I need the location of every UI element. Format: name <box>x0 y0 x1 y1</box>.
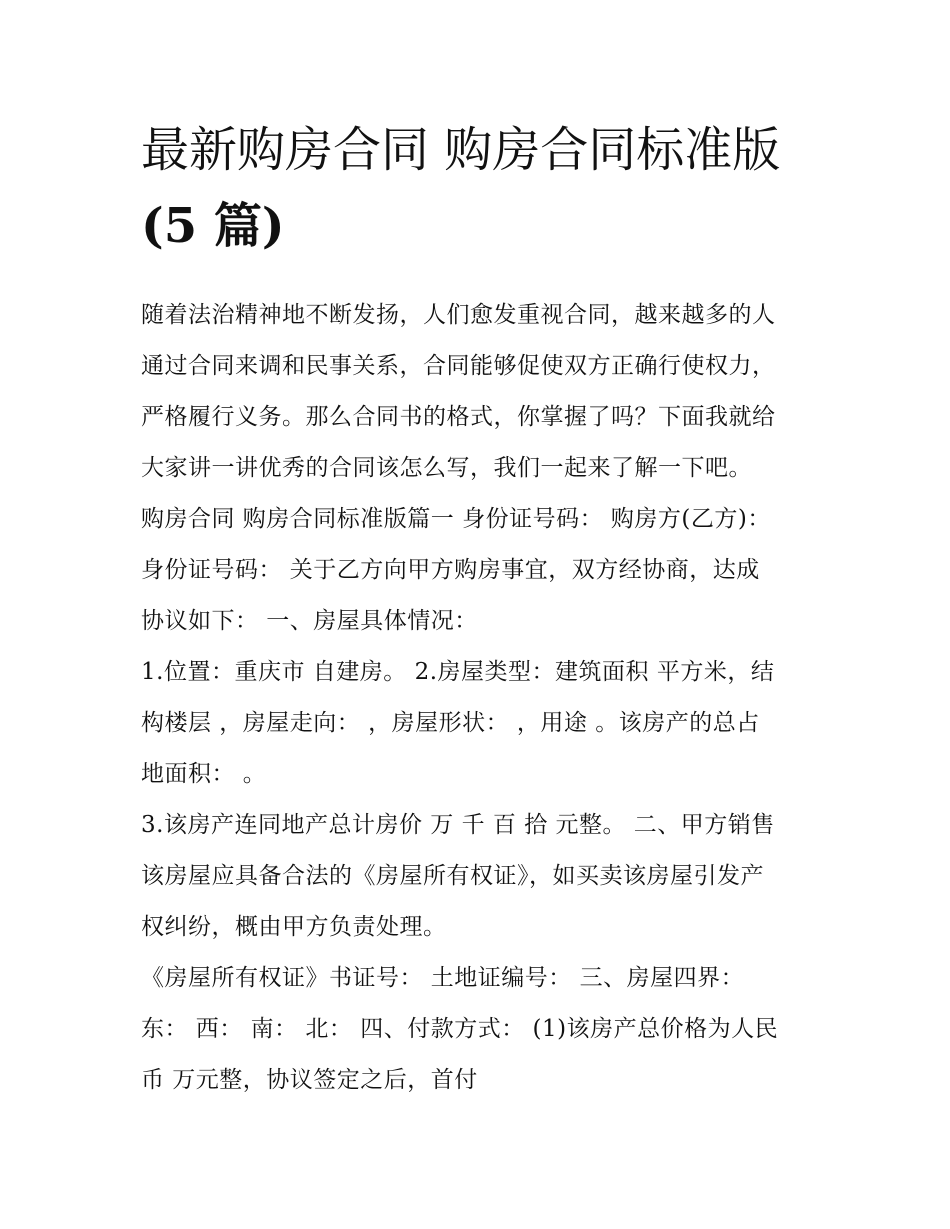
text-line: 严格履行义务。那么合同书的格式，你掌握了吗？下面我就给 <box>141 404 776 430</box>
document-page <box>141 112 821 1106</box>
text-line: 构楼层 ，房屋走向： ，房屋形状： ，用途 。该房产的总占 <box>141 710 760 736</box>
title-line-2: (5 篇) <box>141 198 285 254</box>
text-line: 购房合同 购房合同标准版篇一 身份证号码： 购房方(乙方)： <box>141 506 771 532</box>
text-line: 协议如下： 一、房屋具体情况： <box>141 608 478 634</box>
text-line: 币 万元整，协议签定之后，首付 <box>141 1067 478 1093</box>
paragraph-intro <box>141 290 821 494</box>
text-line: 3.该房产连同地产总计房价 万 千 百 拾 元整。 二、甲方销售 <box>141 812 775 838</box>
text-line: 身份证号码： 关于乙方向甲方购房事宜，双方经协商，达成 <box>141 557 760 583</box>
text-line: 大家讲一讲优秀的合同该怎么写，我们一起来了解一下吧。 <box>141 455 752 481</box>
text-line: 该房屋应具备合法的《房屋所有权证》，如买卖该房屋引发产 <box>141 863 764 889</box>
text-line: 地面积： 。 <box>141 761 267 787</box>
paragraph-certificate-payment <box>141 953 821 1106</box>
paragraph-property-location <box>141 647 821 800</box>
document-title <box>141 112 821 264</box>
paragraph-contract-parties <box>141 494 821 647</box>
title-line-1: 最新购房合同 购房合同标准版 <box>141 122 781 178</box>
text-line: 权纠纷，概由甲方负责处理。 <box>141 914 447 940</box>
text-line: 东： 西： 南： 北： 四、付款方式： (1)该房产总价格为人民 <box>141 1016 779 1042</box>
document-body <box>141 290 821 1106</box>
text-line: 随着法治精神地不断发扬，人们愈发重视合同，越来越多的人 <box>141 302 776 328</box>
text-line: 通过合同来调和民事关系，合同能够促使双方正确行使权力， <box>141 353 776 379</box>
text-line: 《房屋所有权证》书证号： 土地证编号： 三、房屋四界： <box>141 965 745 991</box>
paragraph-property-price <box>141 800 821 953</box>
text-line: 1.位置：重庆市 自建房。 2.房屋类型：建筑面积 平方米，结 <box>141 659 775 685</box>
